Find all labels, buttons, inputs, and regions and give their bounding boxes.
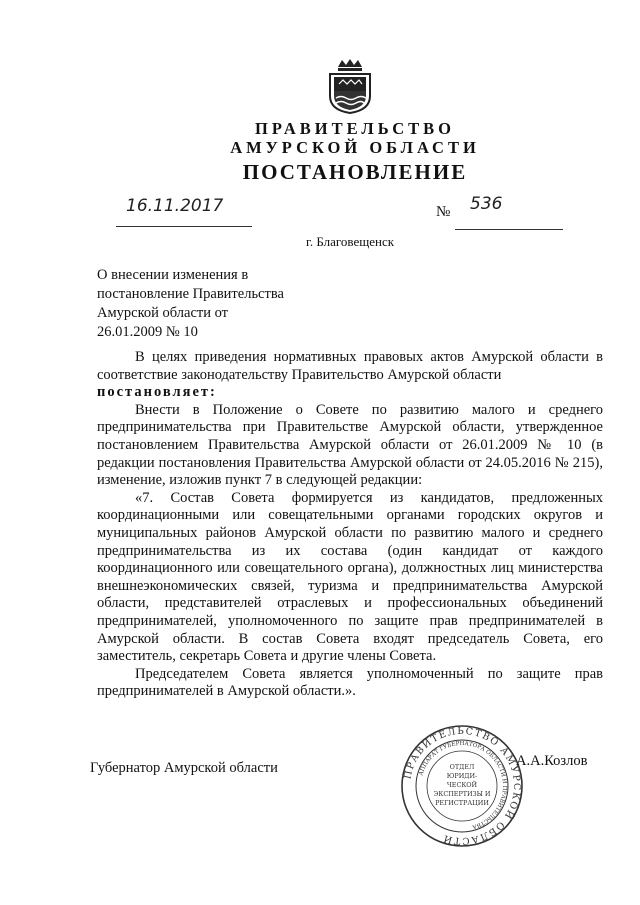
number-underline — [455, 213, 563, 230]
number-label: № — [436, 204, 451, 220]
signer-position: Губернатор Амурской области — [90, 760, 278, 776]
preamble-paragraph: В целях приведения нормативных правовых актов Амурской области в соответствие законодательству Правительство Амурской области — [97, 349, 603, 383]
clause-7-paragraph: «7. Состав Совета формируется из кандидатов, предложенных координационными или совещательными органами городских округов и муниципальных районов Амурской области по развитию малого и среднего предпринимательства из их состава (один кандидат от каждого координационного или совещательного органа), должностных лиц министерства внешнеэкономических связей, туризма и предпринимательства Амурской области, представителей отраслевых и профессиональных объединений предпринимателей, уполномоченного по защите прав предпринимателей в Амурской области. В состав Совета входят председатель Совета, его заместитель, секретарь Совета и другие члены Совета. — [97, 489, 603, 665]
document-body — [97, 349, 603, 701]
document-type: ПОСТАНОВЛЕНИЕ — [242, 160, 468, 184]
seal-center-line: ЧЕСКОЙ — [446, 781, 478, 789]
subject-line: О внесении изменения в — [97, 267, 249, 283]
seal-inner-text: АППАРАТ ГУБЕРНАТОРА ОБЛАСТИ И ПРАВИТЕЛЬСТВА — [418, 740, 508, 830]
document-number: 536 — [470, 194, 503, 214]
org-name-line2: АМУРСКОЙ ОБЛАСТИ — [230, 138, 480, 157]
document-subject — [97, 266, 327, 342]
subject-line: постановление Правительства — [97, 286, 284, 302]
seal-center-line: ЮРИДИ- — [446, 772, 478, 780]
city: г. Благовещенск — [305, 234, 395, 249]
signer-name: А.А.Козлов — [516, 753, 588, 769]
document-date: 16.11.2017 — [126, 196, 224, 216]
seal-center-line: ЭКСПЕРТИЗЫ И — [433, 790, 491, 798]
seal-center-line: РЕГИСТРАЦИИ — [435, 799, 489, 807]
amendment-paragraph: Внести в Положение о Совете по развитию малого и среднего предпринимательства при Правительстве Амурской области, утвержденное постановлением Правительства Амурской области от 26.01.2009 № 10 (в редакции постановления Правительства Амурской области от 24.05.2016 № 215), изменение, изложив пункт 7 в следующей редакции: — [97, 401, 603, 489]
subject-line: Амурской области от — [97, 305, 229, 321]
coat-of-arms-icon — [326, 58, 374, 114]
subject-line: 26.01.2009 № 10 — [97, 324, 198, 340]
seal-center-line: ОТДЕЛ — [449, 763, 475, 771]
official-seal — [400, 724, 524, 848]
resolves-word: постановляет: — [97, 384, 217, 401]
org-name-line1: ПРАВИТЕЛЬСТВО — [255, 119, 455, 138]
seal-outer-text: ПРАВИТЕЛЬСТВО АМУРСКОЙ ОБЛАСТИ — [402, 725, 523, 847]
chairman-paragraph: Председателем Совета является уполномоченный по защите прав предпринимателей в Амурской области.». — [97, 665, 603, 700]
